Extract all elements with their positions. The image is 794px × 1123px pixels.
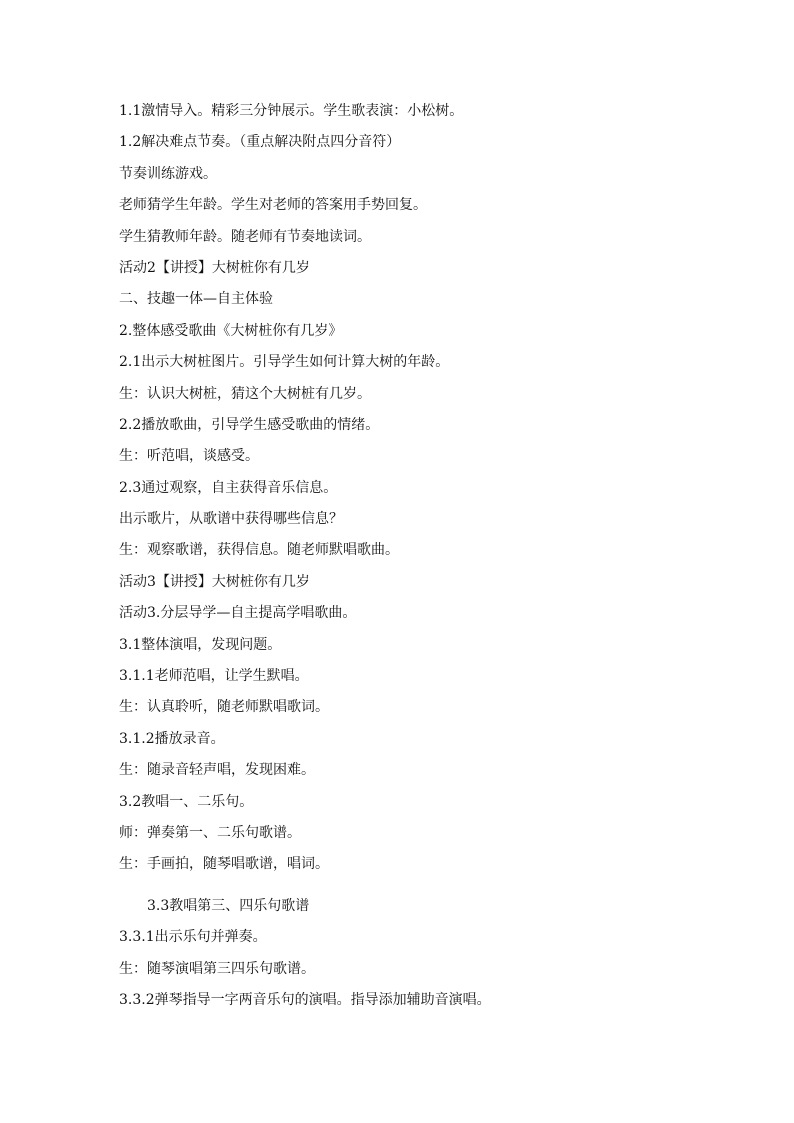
- text-line: 3.2教唱一、二乐句。: [119, 793, 254, 810]
- indented-text-line: 3.3教唱第三、四乐句歌谱: [147, 897, 310, 914]
- text-line: 师：弹奏第一、二乐句歌谱。: [119, 824, 301, 841]
- text-line: 生：听范唱，谈感受。: [119, 448, 259, 465]
- text-line: 3.1.1老师范唱，让学生默唱。: [119, 668, 309, 685]
- text-line: 1.1激情导入。精彩三分钟展示。学生歌表演：小松树。: [119, 103, 464, 119]
- text-line: 2.2播放歌曲，引导学生感受歌曲的情绪。: [119, 416, 380, 433]
- text-line: 生：手画拍，随琴唱歌谱，唱词。: [119, 856, 329, 873]
- text-line: 2.1出示大树桩图片。引导学生如何计算大树的年龄。: [119, 354, 450, 371]
- activity-heading: 活动3【讲授】大树桩你有几岁: [119, 573, 310, 590]
- text-line: 生：随录音轻声唱，发现困难。: [119, 762, 315, 779]
- text-line: 学生猜教师年龄。随老师有节奏地读词。: [119, 228, 371, 245]
- text-line: 出示歌片，从歌谱中获得哪些信息？: [119, 511, 343, 528]
- text-line: 3.3.2弹琴指导一字两音乐句的演唱。指导添加辅助音演唱。: [119, 991, 491, 1008]
- text-line: 生：认识大树桩，猜这个大树桩有几岁。: [119, 385, 371, 402]
- activity-heading: 活动2【讲授】大树桩你有几岁: [119, 259, 310, 276]
- text-line: 3.1整体演唱，发现问题。: [119, 636, 282, 653]
- text-line: 生：观察歌谱，获得信息。随老师默唱歌曲。: [119, 542, 399, 559]
- text-line: 老师猜学生年龄。学生对老师的答案用手势回复。: [119, 197, 427, 214]
- text-line: 3.3.1出示乐句并弹奏。: [119, 929, 267, 946]
- text-line: 节奏训练游戏。: [119, 165, 217, 182]
- text-line: 2.3通过观察，自主获得音乐信息。: [119, 479, 338, 496]
- section-heading: 二、技趣一体—自主体验: [119, 291, 273, 308]
- text-line: 生：随琴演唱第三四乐句歌谱。: [119, 960, 315, 977]
- text-line: 1.2解决难点节奏。（重点解决附点四分音符）: [119, 134, 401, 151]
- lesson-plan-body: [119, 101, 679, 1021]
- activity-heading: 活动3.分层导学—自主提高学唱歌曲。: [119, 605, 357, 622]
- text-line: 生：认真聆听，随老师默唱歌词。: [119, 699, 329, 716]
- text-line: 2.整体感受歌曲《大树桩你有几岁》: [119, 322, 343, 339]
- text-line: 3.1.2播放录音。: [119, 730, 225, 747]
